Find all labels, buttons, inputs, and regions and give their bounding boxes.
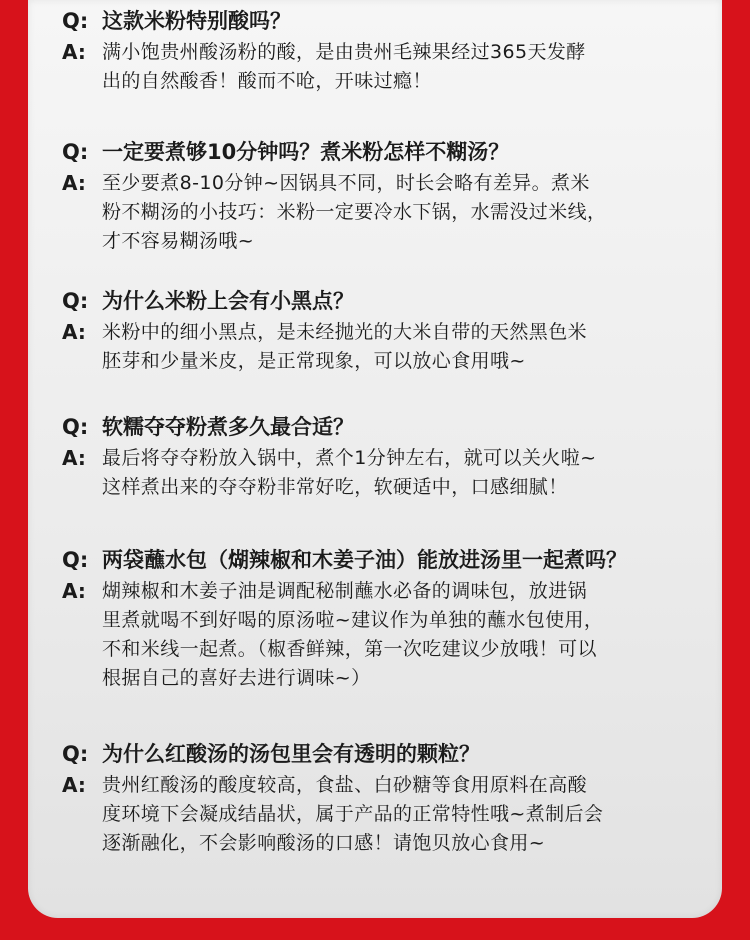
answer-line: 粉不糊汤的小技巧：米粉一定要冷水下锅，水需没过米线， — [102, 201, 607, 223]
answer-marker: A: — [62, 579, 86, 603]
question-row — [62, 286, 712, 316]
answer-text — [102, 444, 712, 502]
answer-line: 度环境下会凝成结晶状，属于产品的正常特性哦~煮制后会 — [102, 803, 604, 825]
answer-text — [102, 577, 712, 693]
answer-line: 这样煮出来的夺夺粉非常好吃，软硬适中，口感细腻！ — [102, 476, 568, 498]
question-row — [62, 739, 712, 769]
question-text: 一定要煮够10分钟吗？煮米粉怎样不糊汤？ — [102, 140, 510, 164]
answer-marker: A: — [62, 40, 86, 64]
answer-text — [102, 318, 712, 376]
question-text: 为什么米粉上会有小黑点？ — [102, 289, 354, 313]
faq-item-1 — [62, 6, 712, 96]
answer-marker: A: — [62, 320, 86, 344]
question-row — [62, 137, 712, 167]
answer-text — [102, 38, 712, 96]
question-row — [62, 545, 712, 575]
answer-row — [62, 169, 712, 256]
question-text: 这款米粉特别酸吗？ — [102, 9, 291, 33]
question-row — [62, 412, 712, 442]
answer-line: 米粉中的细小黑点，是未经抛光的大米自带的天然黑色米 — [102, 321, 588, 343]
answer-line: 才不容易糊汤哦~ — [102, 230, 255, 252]
question-text: 软糯夺夺粉煮多久最合适？ — [102, 415, 354, 439]
answer-line: 逐渐融化，不会影响酸汤的口感！请饱贝放心食用~ — [102, 832, 546, 854]
answer-line: 出的自然酸香！酸而不呛，开味过瘾！ — [102, 70, 432, 92]
question-text: 两袋蘸水包（煳辣椒和木姜子油）能放进汤里一起煮吗？ — [102, 548, 627, 572]
answer-row — [62, 318, 712, 376]
question-text: 为什么红酸汤的汤包里会有透明的颗粒？ — [102, 742, 480, 766]
answer-line: 里煮就喝不到好喝的原汤啦~建议作为单独的蘸水包使用， — [102, 609, 604, 631]
question-marker: Q: — [62, 140, 89, 164]
answer-row — [62, 577, 712, 693]
answer-line: 满小饱贵州酸汤粉的酸，是由贵州毛辣果经过365天发酵 — [102, 41, 586, 63]
question-marker: Q: — [62, 548, 89, 572]
question-row — [62, 6, 712, 36]
question-marker: Q: — [62, 9, 89, 33]
answer-line: 煳辣椒和木姜子油是调配秘制蘸水必备的调味包，放进锅 — [102, 580, 588, 602]
answer-line: 至少要煮8-10分钟~因锅具不同，时长会略有差异。煮米 — [102, 172, 590, 194]
answer-text — [102, 771, 712, 858]
question-marker: Q: — [62, 415, 89, 439]
answer-line: 不和米线一起煮。（椒香鲜辣，第一次吃建议少放哦！可以 — [102, 638, 597, 660]
answer-line: 最后将夺夺粉放入锅中，煮个1分钟左右，就可以关火啦~ — [102, 447, 597, 469]
faq-item-4 — [62, 412, 712, 502]
answer-marker: A: — [62, 446, 86, 470]
answer-marker: A: — [62, 171, 86, 195]
answer-text — [102, 169, 712, 256]
question-marker: Q: — [62, 742, 89, 766]
question-marker: Q: — [62, 289, 89, 313]
answer-marker: A: — [62, 773, 86, 797]
faq-item-3 — [62, 286, 712, 376]
answer-row — [62, 771, 712, 858]
answer-line: 贵州红酸汤的酸度较高，食盐、白砂糖等食用原料在高酸 — [102, 774, 588, 796]
faq-item-6 — [62, 739, 712, 858]
answer-row — [62, 444, 712, 502]
answer-row — [62, 38, 712, 96]
faq-item-2 — [62, 137, 712, 256]
faq-item-5 — [62, 545, 712, 693]
answer-line: 胚芽和少量米皮，是正常现象，可以放心食用哦~ — [102, 350, 526, 372]
answer-line: 根据自己的喜好去进行调味~） — [102, 667, 371, 689]
